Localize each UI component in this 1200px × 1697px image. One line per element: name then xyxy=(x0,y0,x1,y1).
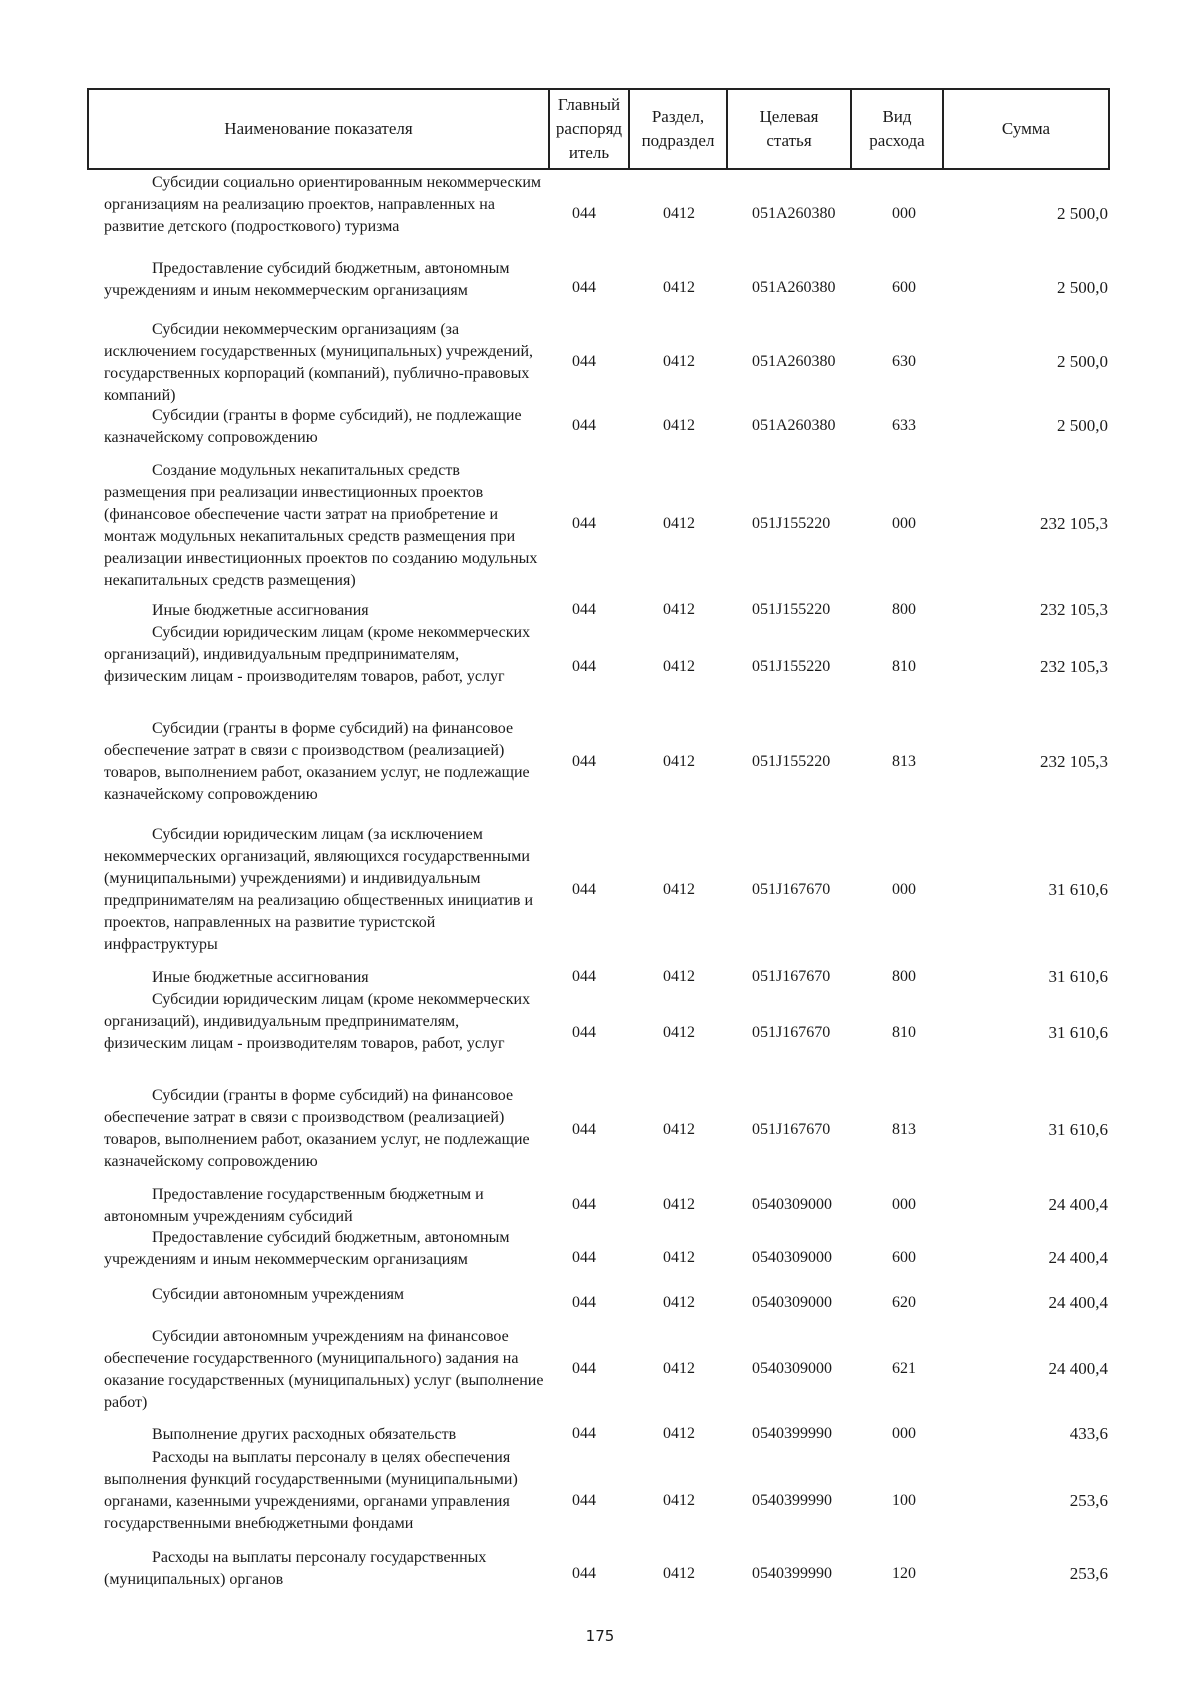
row-sum: 2 500,0 xyxy=(1057,416,1108,435)
row-grbs: 044 xyxy=(572,515,596,532)
row-sum: 24 400,4 xyxy=(1048,1248,1108,1267)
row-sum: 24 400,4 xyxy=(1048,1195,1108,1214)
row-sum: 253,6 xyxy=(1069,1564,1108,1583)
row-grbs: 044 xyxy=(572,279,596,296)
row-cs: 051J167670 xyxy=(752,1024,831,1041)
row-vr: 600 xyxy=(892,279,916,296)
row-vr: 813 xyxy=(892,753,916,770)
row-grbs: 044 xyxy=(572,1425,596,1442)
row-cs: 051A260380 xyxy=(752,205,836,222)
row-name: Предоставление субсидий бюджетным, автономным учреждениям и иным некоммерческим организациям xyxy=(104,1229,510,1268)
header-cs: Целевая статья xyxy=(726,90,850,168)
row-name: Субсидии автономным учреждениям xyxy=(152,1286,405,1303)
row-cs: 0540399990 xyxy=(752,1492,832,1509)
row-razdel: 0412 xyxy=(663,1425,695,1442)
row-cs: 051A260380 xyxy=(752,279,836,296)
row-grbs: 044 xyxy=(572,353,596,370)
row-vr: 000 xyxy=(892,205,916,222)
row-grbs: 044 xyxy=(572,1196,596,1213)
row-name: Иные бюджетные ассигнования xyxy=(152,969,369,986)
row-sum: 31 610,6 xyxy=(1048,880,1108,899)
row-grbs: 044 xyxy=(572,205,596,222)
row-sum: 232 105,3 xyxy=(1040,514,1108,533)
row-sum: 433,6 xyxy=(1069,1424,1108,1443)
page-number: 175 xyxy=(585,1627,615,1645)
row-cs: 051A260380 xyxy=(752,417,836,434)
row-cs: 0540309000 xyxy=(752,1360,832,1377)
row-vr: 800 xyxy=(892,601,916,618)
row-grbs: 044 xyxy=(572,1492,596,1509)
row-grbs: 044 xyxy=(572,1360,596,1377)
header-razdel: Раздел, подраздел xyxy=(628,90,726,168)
row-razdel: 0412 xyxy=(663,1024,695,1041)
row-grbs: 044 xyxy=(572,753,596,770)
row-vr: 621 xyxy=(892,1360,916,1377)
row-name: Выполнение других расходных обязательств xyxy=(152,1426,457,1443)
row-grbs: 044 xyxy=(572,1565,596,1582)
row-sum: 232 105,3 xyxy=(1040,600,1108,619)
row-razdel: 0412 xyxy=(663,1249,695,1266)
row-razdel: 0412 xyxy=(663,658,695,675)
row-sum: 2 500,0 xyxy=(1057,352,1108,371)
row-name: Предоставление государственным бюджетным и автономным учреждениям субсидий xyxy=(104,1186,484,1225)
row-cs: 051J167670 xyxy=(752,1121,831,1138)
row-sum: 31 610,6 xyxy=(1048,1023,1108,1042)
row-vr: 620 xyxy=(892,1294,916,1311)
row-razdel: 0412 xyxy=(663,1360,695,1377)
row-cs: 051J155220 xyxy=(752,515,831,532)
row-grbs: 044 xyxy=(572,1294,596,1311)
row-razdel: 0412 xyxy=(663,1565,695,1582)
row-sum: 2 500,0 xyxy=(1057,204,1108,223)
row-razdel: 0412 xyxy=(663,601,695,618)
row-vr: 813 xyxy=(892,1121,916,1138)
row-grbs: 044 xyxy=(572,601,596,618)
row-cs: 051J155220 xyxy=(752,658,831,675)
row-name: Субсидии некоммерческим организациям (за исключением государственных (муниципальных) учреждений, государственных корпораций (компаний), публично-правовых компаний) xyxy=(104,321,534,404)
row-sum: 232 105,3 xyxy=(1040,657,1108,676)
row-sum: 24 400,4 xyxy=(1048,1359,1108,1378)
row-razdel: 0412 xyxy=(663,279,695,296)
row-grbs: 044 xyxy=(572,417,596,434)
row-sum: 31 610,6 xyxy=(1048,1120,1108,1139)
row-grbs: 044 xyxy=(572,658,596,675)
row-name: Иные бюджетные ассигнования xyxy=(152,602,369,619)
header-vr: Вид расхода xyxy=(850,90,942,168)
row-grbs: 044 xyxy=(572,1249,596,1266)
row-grbs: 044 xyxy=(572,1024,596,1041)
row-sum: 253,6 xyxy=(1069,1491,1108,1510)
row-name: Субсидии (гранты в форме субсидий) на финансовое обеспечение затрат в связи с производством (реализацией) товаров, выполнением работ, оказанием услуг, не подлежащие казначейскому сопровождению xyxy=(104,720,530,803)
row-vr: 000 xyxy=(892,881,916,898)
row-name: Создание модульных некапитальных средств размещения при реализации инвестиционных проектов (финансовое обеспечение части затрат на приобретение и монтаж модульных некапитальных средств размещения при реализации инвестиционных проектов по созданию модульных некапитальных средств размещения) xyxy=(104,462,538,589)
row-razdel: 0412 xyxy=(663,753,695,770)
row-name: Расходы на выплаты персоналу в целях обеспечения выполнения функций государственными (муниципальными) органами, казенными учреждениями, органами управления государственными внебюджетными фондами xyxy=(104,1449,518,1532)
row-vr: 800 xyxy=(892,968,916,985)
row-cs: 051J167670 xyxy=(752,881,831,898)
row-cs: 051A260380 xyxy=(752,353,836,370)
row-vr: 810 xyxy=(892,658,916,675)
row-name: Субсидии (гранты в форме субсидий) на финансовое обеспечение затрат в связи с производством (реализацией) товаров, выполнением работ, оказанием услуг, не подлежащие казначейскому сопровождению xyxy=(104,1087,530,1170)
row-name: Предоставление субсидий бюджетным, автономным учреждениям и иным некоммерческим организациям xyxy=(104,260,510,299)
row-sum: 232 105,3 xyxy=(1040,752,1108,771)
row-name: Субсидии юридическим лицам (кроме некоммерческих организаций), индивидуальным предпринимателям, физическим лицам - производителям товаров, работ, услуг xyxy=(104,991,531,1052)
row-name: Расходы на выплаты персоналу государственных (муниципальных) органов xyxy=(104,1549,487,1588)
row-cs: 0540399990 xyxy=(752,1425,832,1442)
row-cs: 051J167670 xyxy=(752,968,831,985)
row-cs: 0540309000 xyxy=(752,1249,832,1266)
row-razdel: 0412 xyxy=(663,515,695,532)
row-name: Субсидии автономным учреждениям на финансовое обеспечение государственного (муниципального) задания на оказание государственных (муниципальных) услуг (выполнение работ) xyxy=(104,1328,544,1411)
row-vr: 100 xyxy=(892,1492,916,1509)
row-cs: 051J155220 xyxy=(752,753,831,770)
row-grbs: 044 xyxy=(572,881,596,898)
row-grbs: 044 xyxy=(572,968,596,985)
row-vr: 810 xyxy=(892,1024,916,1041)
row-vr: 600 xyxy=(892,1249,916,1266)
row-vr: 000 xyxy=(892,515,916,532)
row-vr: 000 xyxy=(892,1196,916,1213)
row-vr: 000 xyxy=(892,1425,916,1442)
row-vr: 630 xyxy=(892,353,916,370)
header-grbs: Главный распоряд итель xyxy=(548,90,628,168)
row-razdel: 0412 xyxy=(663,1196,695,1213)
row-razdel: 0412 xyxy=(663,417,695,434)
row-cs: 051J155220 xyxy=(752,601,831,618)
row-razdel: 0412 xyxy=(663,1492,695,1509)
row-cs: 0540399990 xyxy=(752,1565,832,1582)
row-cs: 0540309000 xyxy=(752,1196,832,1213)
row-grbs: 044 xyxy=(572,1121,596,1138)
row-vr: 633 xyxy=(892,417,916,434)
table-header xyxy=(87,88,1110,170)
row-name: Субсидии юридическим лицам (кроме некоммерческих организаций), индивидуальным предпринимателям, физическим лицам - производителям товаров, работ, услуг xyxy=(104,624,531,685)
row-razdel: 0412 xyxy=(663,1294,695,1311)
row-name: Субсидии юридическим лицам (за исключением некоммерческих организаций, являющихся государственными (муниципальными) учреждениями) и индивидуальным предпринимателям на реализацию общественных инициатив и проектов, направленных на развитие туристской инфраструктуры xyxy=(104,826,534,953)
row-razdel: 0412 xyxy=(663,968,695,985)
row-razdel: 0412 xyxy=(663,1121,695,1138)
header-name: Наименование показателя xyxy=(224,119,413,138)
row-sum: 2 500,0 xyxy=(1057,278,1108,297)
row-name: Субсидии социально ориентированным некоммерческим организациям на реализацию проектов, направленных на развитие детского (подросткового) туризма xyxy=(104,174,542,235)
row-name: Субсидии (гранты в форме субсидий), не подлежащие казначейскому сопровождению xyxy=(104,407,522,446)
row-sum: 24 400,4 xyxy=(1048,1293,1108,1312)
row-razdel: 0412 xyxy=(663,205,695,222)
row-razdel: 0412 xyxy=(663,881,695,898)
row-vr: 120 xyxy=(892,1565,916,1582)
row-razdel: 0412 xyxy=(663,353,695,370)
header-sum: Сумма xyxy=(942,90,1108,168)
row-cs: 0540309000 xyxy=(752,1294,832,1311)
row-sum: 31 610,6 xyxy=(1048,967,1108,986)
